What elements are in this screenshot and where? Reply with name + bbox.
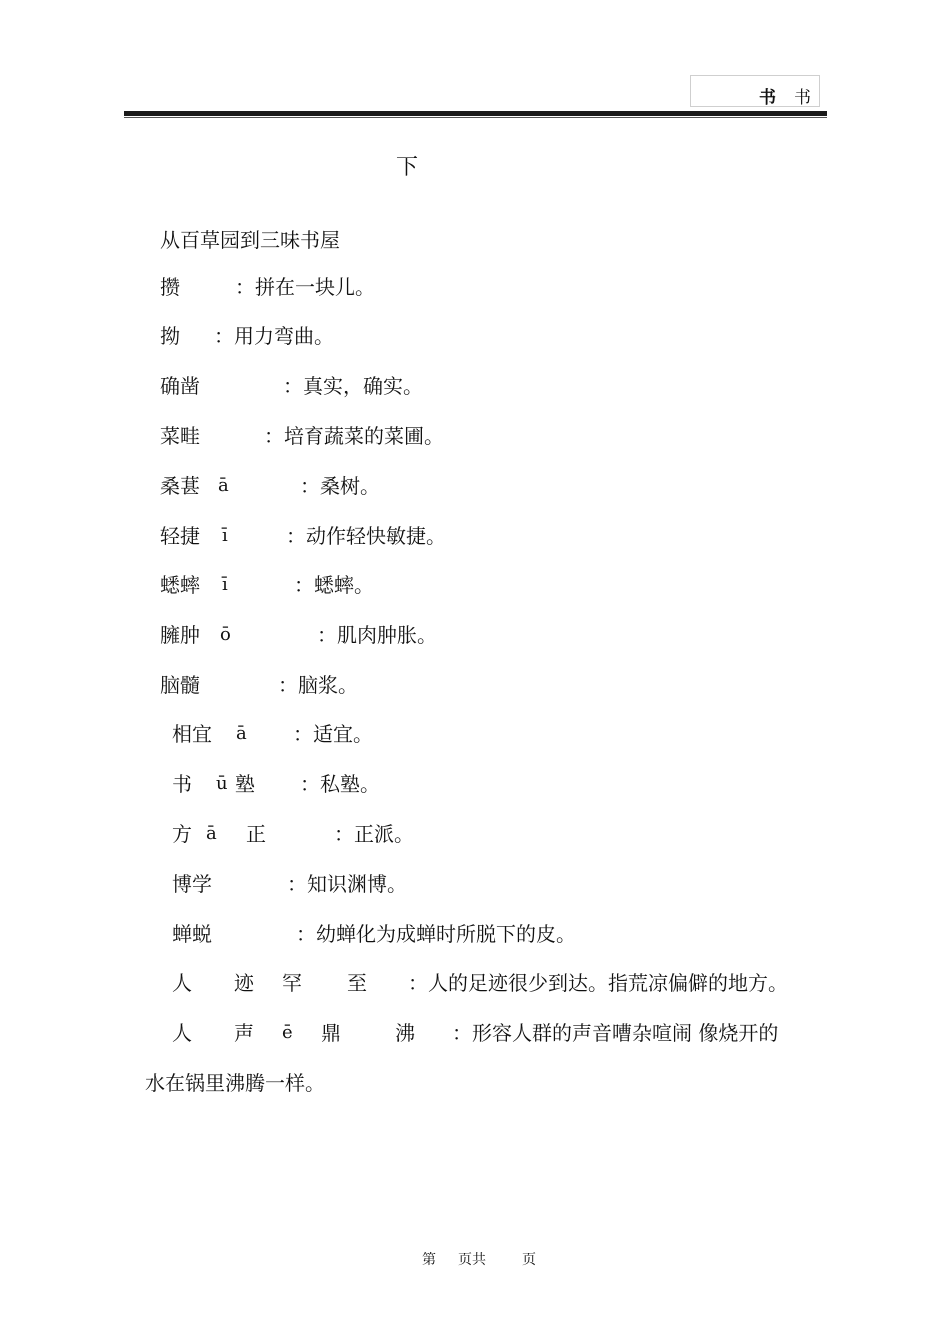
entry-word: 蝉蜕 <box>172 922 212 946</box>
entry-definition: ：知识渊博。 <box>287 872 407 896</box>
entry-pinyin: ē <box>282 1022 293 1043</box>
entry-word: 拗 <box>160 324 180 348</box>
entry-definition: ：正派。 <box>334 822 414 846</box>
entry-word: 博学 <box>172 872 212 896</box>
entry-word: 脑髓 <box>160 673 200 697</box>
entry-word-part: 人 <box>172 1021 192 1045</box>
page-footer-label: 页共 <box>458 1252 486 1268</box>
entry-definition: ：培育蔬菜的菜圃。 <box>264 424 444 448</box>
entry-definition: ：脑浆。 <box>278 673 358 697</box>
entry-word: 攒 <box>160 275 180 299</box>
entry-word-part: 鼎 <box>321 1021 341 1045</box>
entry-definition: ：人的足迹很少到达。指荒凉偏僻的地方。 <box>408 971 788 995</box>
entry-pinyin: ā <box>218 475 229 496</box>
entry-definition: ：适宜。 <box>293 722 373 746</box>
entry-word: 菜畦 <box>160 424 200 448</box>
entry-definition: ：动作轻快敏捷。 <box>286 524 446 548</box>
entry-definition: ：真实，确实。 <box>283 374 423 398</box>
entry-word-part: 至 <box>347 971 367 995</box>
entry-word: 轻捷 <box>160 524 200 548</box>
entry-pinyin: ā <box>236 723 247 744</box>
entry-definition: ：桑树。 <box>300 474 380 498</box>
header-box-text: 书 <box>759 88 776 108</box>
section-title: 从百草园到三味书屋 <box>160 228 340 252</box>
header-rule-thin <box>124 117 827 118</box>
header-rule <box>124 111 827 116</box>
entry-word: 臃肿 <box>160 623 200 647</box>
entry-definition: ：幼蝉化为成蝉时所脱下的皮。 <box>296 922 576 946</box>
entry-pinyin: ō <box>220 624 231 645</box>
page-footer-label: 第 <box>422 1252 436 1268</box>
entry-continuation: 水在锅里沸腾一样。 <box>145 1071 325 1095</box>
entry-word-part: 人 <box>172 971 192 995</box>
page-footer-label: 页 <box>522 1252 536 1268</box>
header-box-text: 书 <box>794 88 811 108</box>
entry-definition: ：肌肉肿胀。 <box>317 623 437 647</box>
entry-word-part: 声 <box>234 1021 254 1045</box>
entry-pinyin: ī <box>222 525 228 546</box>
entry-word: 相宜 <box>172 722 212 746</box>
entry-definition: ：蟋蟀。 <box>294 573 374 597</box>
entry-word-part: 罕 <box>282 971 302 995</box>
entry-word-part: 正 <box>246 822 266 846</box>
entry-word-part: 沸 <box>395 1021 415 1045</box>
entry-pinyin: ū <box>216 773 228 794</box>
entry-pinyin: ī <box>222 574 228 595</box>
entry-definition: ：用力弯曲。 <box>214 324 334 348</box>
header-box <box>690 75 820 107</box>
entry-word: 确凿 <box>160 374 200 398</box>
entry-word-part: 迹 <box>234 971 254 995</box>
entry-word-part: 书 <box>172 772 192 796</box>
entry-pinyin: ā <box>206 823 217 844</box>
entry-definition: ：拼在一块儿。 <box>235 275 375 299</box>
entry-word: 蟋蟀 <box>160 573 200 597</box>
entry-word: 桑葚 <box>160 474 200 498</box>
page-title: 下 <box>396 155 419 180</box>
entry-definition: ：私塾。 <box>300 772 380 796</box>
entry-definition: ：形容人群的声音嘈杂喧闹 像烧开的 <box>452 1021 779 1045</box>
entry-word-part: 方 <box>172 822 192 846</box>
entry-word-part: 塾 <box>235 772 255 796</box>
